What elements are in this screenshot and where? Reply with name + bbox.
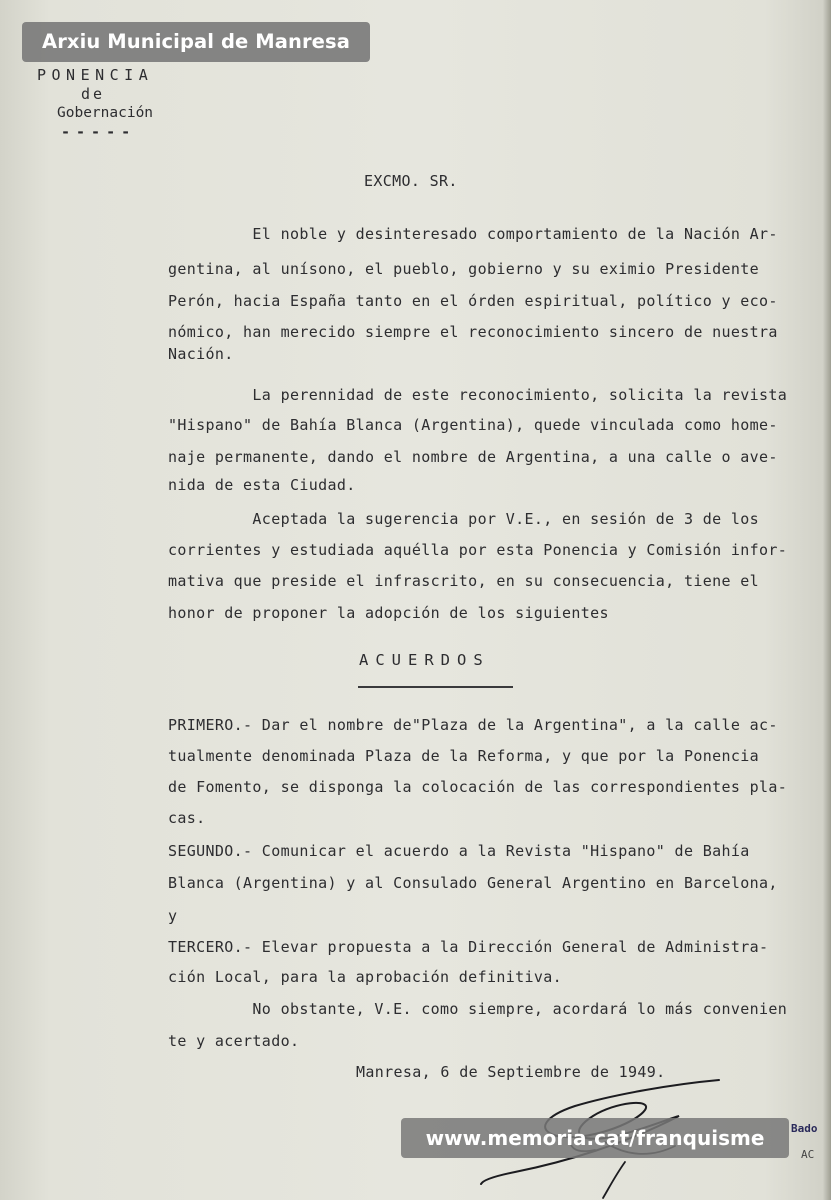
body-line: Perón, hacia España tanto en el órden espiritual, político y eco- — [168, 292, 778, 310]
header-line-de: de — [81, 85, 106, 103]
acuerdo-line: cas. — [168, 809, 206, 827]
acuerdo-line: PRIMERO.- Dar el nombre de"Plaza de la Argentina", a la calle ac- — [168, 716, 778, 734]
margin-stamp: Bado — [791, 1122, 818, 1135]
acuerdo-line: Blanca (Argentina) y al Consulado General Argentino en Barcelona, — [168, 874, 778, 892]
margin-note: AC — [801, 1148, 815, 1161]
body-line: La perennidad de este reconocimiento, solicita la revista — [168, 386, 788, 404]
acuerdo-line: te y acertado. — [168, 1032, 300, 1050]
acuerdos-underline — [358, 686, 513, 688]
body-line: "Hispano" de Bahía Blanca (Argentina), quede vinculada como home- — [168, 416, 778, 434]
body-line: naje permanente, dando el nombre de Argentina, a una calle o ave- — [168, 448, 778, 466]
department-header — [33, 66, 193, 142]
place-date: Manresa, 6 de Septiembre de 1949. — [356, 1063, 666, 1081]
body-line: nómico, han merecido siempre el reconocimiento sincero de nuestra — [168, 323, 778, 341]
acuerdos-heading: ACUERDOS — [359, 651, 490, 669]
acuerdo-line: y — [168, 907, 178, 925]
acuerdo-line: tualmente denominada Plaza de la Reforma, y que por la Ponencia — [168, 747, 759, 765]
website-watermark: www.memoria.cat/franquisme — [401, 1118, 789, 1158]
header-line-ponencia: PONENCIA — [37, 66, 154, 84]
acuerdo-line: ción Local, para la aprobación definitiva. — [168, 968, 562, 986]
body-line: nida de esta Ciudad. — [168, 476, 356, 494]
header-underline: ----- — [61, 123, 137, 141]
body-line: Aceptada la sugerencia por V.E., en sesión de 3 de los — [168, 510, 759, 528]
body-line: El noble y desinteresado comportamiento de la Nación Ar- — [168, 225, 778, 243]
body-line: corrientes y estudiada aquélla por esta Ponencia y Comisión infor- — [168, 541, 788, 559]
acuerdo-line: TERCERO.- Elevar propuesta a la Dirección General de Administra- — [168, 938, 769, 956]
body-line: mativa que preside el infrascrito, en su consecuencia, tiene el — [168, 572, 759, 590]
body-line: gentina, al unísono, el pueblo, gobierno y su eximio Presidente — [168, 260, 759, 278]
body-line: Nación. — [168, 345, 234, 363]
acuerdo-line: de Fomento, se disponga la colocación de las correspondientes pla- — [168, 778, 788, 796]
acuerdo-line: No obstante, V.E. como siempre, acordará lo más convenien — [168, 1000, 788, 1018]
salutation: EXCMO. SR. — [364, 172, 458, 190]
acuerdo-line: SEGUNDO.- Comunicar el acuerdo a la Revista "Hispano" de Bahía — [168, 842, 750, 860]
header-line-gobernacion: Gobernación — [57, 105, 154, 121]
body-line: honor de proponer la adopción de los siguientes — [168, 604, 609, 622]
archive-watermark: Arxiu Municipal de Manresa — [22, 22, 370, 62]
